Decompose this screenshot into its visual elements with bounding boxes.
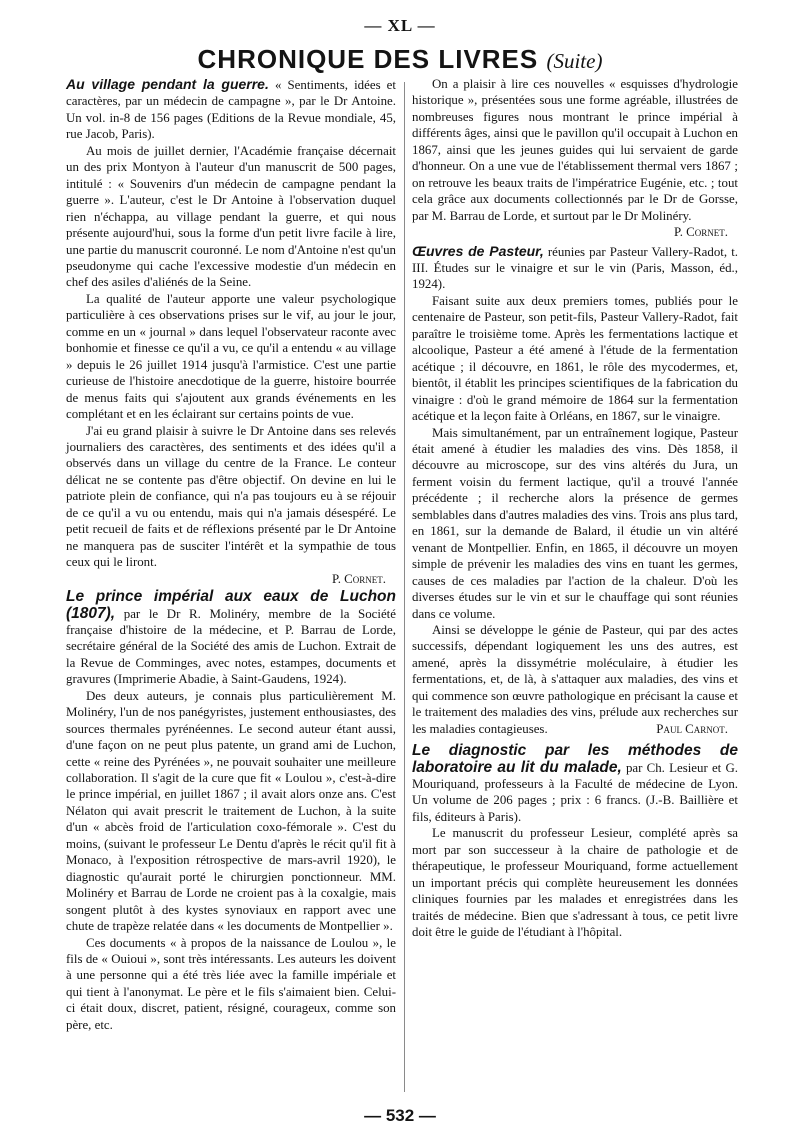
review-title: Œuvres de Pasteur, — [412, 242, 544, 259]
review-prince-imperial-continued — [412, 76, 738, 241]
roman-folio: — XL — — [364, 16, 436, 35]
review-paragraph — [412, 622, 738, 737]
page-number: — 532 — — [364, 1106, 436, 1125]
review-byline: réunies par Pasteur Vallery-Radot, t. III. Études sur le vinaigre et sur le vin (Paris, Masson, éd., 1924). — [412, 244, 739, 292]
review-paragraph: J'ai eu grand plaisir à suivre le Dr Antoine dans ses relevés journaliers des caractères, des sentiments et des idées qu'il a observés dans un village du centre de la France. Le conteur délicat ne se contente pas d'être objectif. On devine en lui le patriote plein de confiance, qui n'a pas toujours eu à se réjouir de ce qu'il a vu ou entendu, mais qui n'a jamais désespéré. Le petit recueil de faits et de réflexions présenté par le Dr Antoine ne manquera pas de susciter l'intérêt et la sympathie de tous ceux qui le liront. — [66, 423, 396, 570]
review-signature: P. Cornet. — [673, 225, 728, 240]
review-heading — [412, 243, 738, 293]
review-paragraph: Des deux auteurs, je connais plus particulièrement M. Molinéry, l'un de nos panégyristes, justement enthousiastes, des sources thermales pyrénéennes. Le second auteur étant aussi, d'une façon on ne peut plus patente, un grand ami de Luchon, cette « reine des Pyrénées », ne pouvait souhaiter une meilleure collaboration. Il s'agit de la cure que fit « Loulou », c'est-à-dire le prince impérial, en juillet 1867 ; il avait alors onze ans. C'est Nélaton qui avait prescrit le traitement de Luchon, à la suite d'un « abcès froid de l'articulation coxo-fémorale ». C'est du moins, (suivant le professeur Le Dentu d'après le récit qu'il fit à Monaco, à l'exposition rétrospective de mars-avril 1920), le diagnostic qu'aurait porté le chirurgien ponctionneur. MM. Molinéry et Barrau de Lorde ne croient pas à la coxalgie, mais songent plutôt à des kystes synoviaux en rapport avec une chute de trapèze relatée dans « les documents de Montpellier ». — [66, 688, 396, 934]
review-signature: Paul Carnot. — [656, 721, 728, 736]
review-paragraph: On a plaisir à lire ces nouvelles « esquisses d'hydrologie historique », présentées sous une forme agréable, illustrées de nombreuses figures nous montrant le prince impérial à différents âges, ainsi que le pavillon qu'il occupait à Luchon en 1867, ainsi que les jeunes guides qui lui servaient de garde d'honneur. On a une vue de l'établissement thermal vers 1867 ; on retrouve les beaux traits de l'impératrice Eugénie, etc. ; tout cela grâce aux documents collectionnés par le Dr de Gorsse, par M. Barrau de Lorde, et surtout par le Dr Molinéry. — [412, 77, 738, 223]
review-paragraph: Ces documents « à propos de la naissance de Loulou », le fils de « Ouioui », sont très intéressants. Les auteurs les doivent à une personne qui a été très liée avec la famille impériale et qui tient à l'anonymat. Le père et le fils s'aimaient bien. Celui-ci était doux, discret, patient, résigné, courageux, comme son père, etc. — [66, 935, 396, 1032]
review-oeuvres-pasteur — [412, 243, 738, 738]
review-prince-imperial — [66, 589, 396, 1033]
review-paragraph: La qualité de l'auteur apporte une valeur psychologique particulière à ces observations prises sur le vif, au jour le jour, comme en un « journal » dans lequel l'observateur raconte avec bonhomie et finesse ce qu'il a vu, ce qu'il a entendu « au village » depuis le 26 juillet 1914 jusqu'à l'armistice. C'est une partie curieuse de l'histoire anecdotique de la guerre, histoire bourrée de menus faits qui s'ajoutent aux grands événements en les complétant et en les éclairant sur certains points de vue. — [66, 291, 396, 422]
review-byline: par le Dr R. Molinéry, membre de la Société française d'histoire de la médecine, et P. Barrau de Lorde, secrétaire général de la Société des amis de Luchon. Extrait de la Revue de Comminges, avec notes, estampes, documents et gravures (Imprimerie Abadie, à Saint-Gaudens, 1924). — [66, 606, 396, 687]
review-title: Le diagnostic par les méthodes de laboratoire au lit du malade, — [412, 742, 738, 776]
review-byline: « Sentiments, idées et caractères, par un médecin de campagne », par le Dr Antoine. Un vol. in-8 de 156 pages (Editions de la Revue mondiale, 45, rue Jacob, Paris). — [66, 78, 396, 142]
review-heading — [412, 743, 738, 825]
review-paragraph: Au mois de juillet dernier, l'Académie française décernait un des prix Montyon à l'auteur d'un manuscrit de 500 pages, intitulé : « Souvenirs d'un médecin de campagne pendant la guerre ». L'auteur, c'est le Dr Antoine à l'observation duquel rien n'échappa, au village pendant la guerre, et qui nous présente aujourd'hui, sous la forme d'un petit livre facile à lire, une partie du manuscrit couronné. Le nom d'Antoine n'est qu'un pseudonyme qui cache l'excessive modestie d'un médecin en chef des asiles d'aliénés de la Seine. — [66, 143, 396, 290]
review-diagnostic — [412, 743, 738, 940]
right-column — [412, 76, 738, 941]
review-heading — [66, 589, 396, 688]
review-paragraph: Le manuscrit du professeur Lesieur, complété après sa mort par son successeur à la chaire de pathologie et de thérapeutique, le professeur Mouriquand, forme actuellement un important précis qui complète heureusement les données cliniques fournies par les malades et enregistrées dans les traités de médecine. Bien que s'adressant à tous, ce petit livre doit être le guide de l'étudiant à l'hôpital. — [412, 826, 738, 940]
section-heading — [0, 44, 800, 76]
review-au-village — [66, 76, 396, 587]
review-paragraph: Faisant suite aux deux premiers tomes, publiés pour le centenaire de Pasteur, son petit-fils, Pasteur Vallery-Radot, fait paraître le troisième tome. Après les fermentations lactique et alcoolique, Pasteur a été amené à l'étude de la fermentation acétique ; il découvre, en 1861, le rôle des mycodermes, et, bientôt, il établit les principes scientifiques de la fabrication du vinaigre : d'où le grand mémoire de 1864 sur la fermentation acétique et la leçon faite à Orléans, en 1867, sur le vinaigre. — [412, 293, 738, 424]
review-paragraph: Mais simultanément, par un entraînement logique, Pasteur était amené à étudier les maladies des vins. Dès 1858, il découvre au microscope, sur des vins altérés du Jura, un ferment voisin du ferment lactique, qu'il a trouvé l'année précédente ; il recherche alors la présence de germes semblables dans d'autres maladies des vins. Trois ans plus tard, en 1861, sur la demande de Balard, il étudie un vin altéré venant de Montpellier. Enfin, en 1865, il découvre un moyen simple de prévenir les maladies des vins en tuant les germes, causes de ces maladies par l'action de la chaleur. D'où les diverses études sur le vin et sur le chauffage qui sont réunies dans ce volume. — [412, 425, 738, 621]
review-paragraph-text: Ainsi se développe le génie de Pasteur, qui par des actes successifs, dépendant logiquement les uns des autres, est amené, après la dissymétrie moléculaire, à étudier les fermentations, et, de là, à s'attaquer aux maladies, des vins et qui commence son œuvre pathologique en précisant la cause et le traitement des maladies des vins, prélude aux recherches sur les maladies contagieuses. — [412, 622, 738, 736]
column-rule — [404, 82, 405, 1092]
review-heading — [66, 76, 396, 143]
review-signature: P. Cornet. — [331, 571, 386, 586]
section-suffix: (Suite) — [546, 49, 603, 73]
section-title: CHRONIQUE DES LIVRES — [197, 44, 539, 74]
review-byline: par Ch. Lesieur et G. Mouriquand, professeurs à la Faculté de médecine de Lyon. Un volume de 206 pages ; prix : 6 francs. (J.-B. Baillière et fils, éditeurs à Paris). — [412, 760, 738, 824]
review-title: Au village pendant la guerre. — [66, 76, 269, 92]
review-title: Le prince impérial aux eaux de Luchon (1807), — [66, 588, 396, 622]
left-column — [66, 76, 396, 1033]
